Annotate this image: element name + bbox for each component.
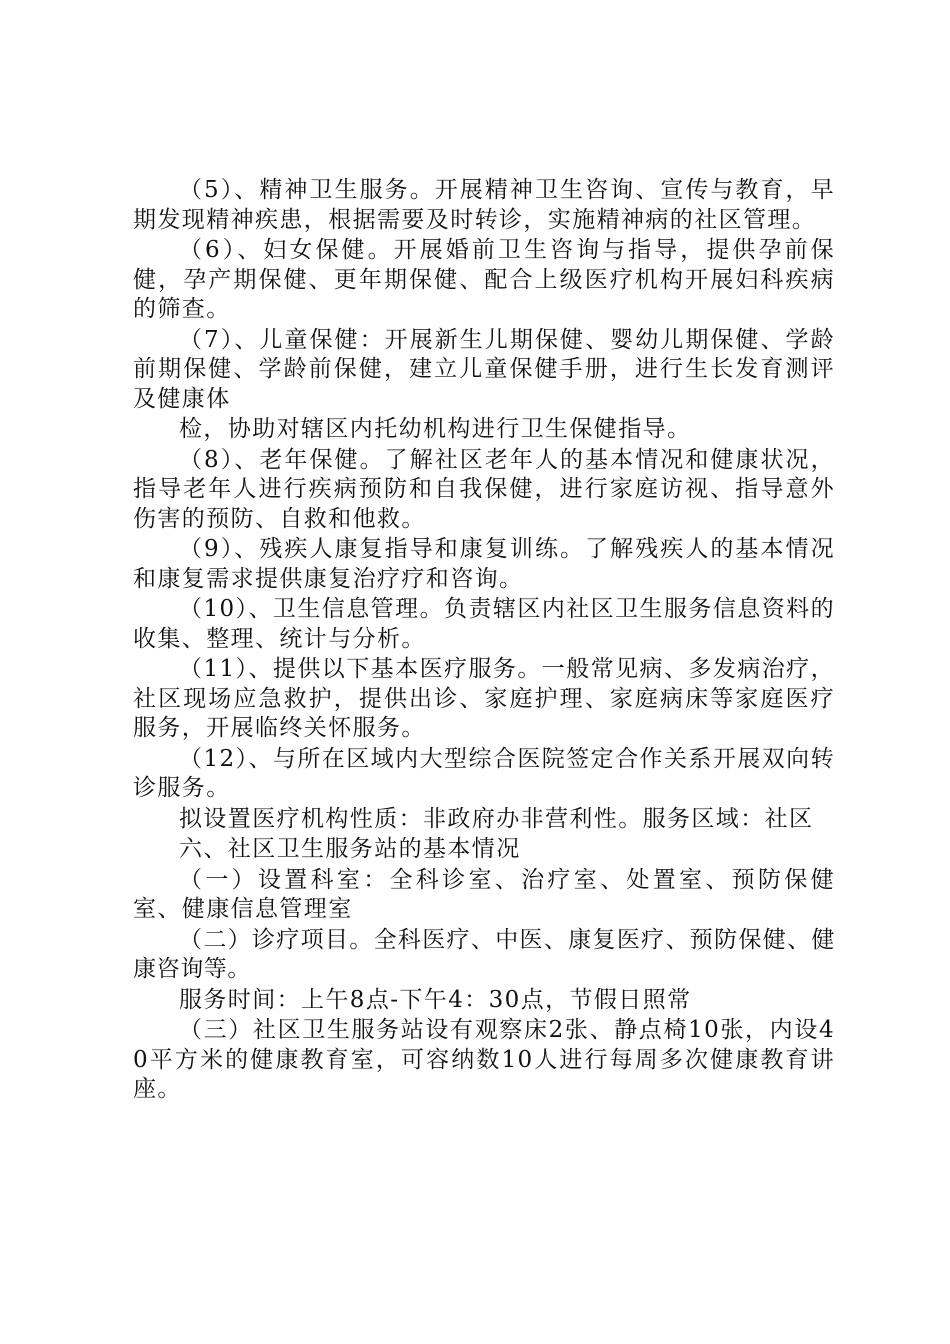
paragraph-departments: （一）设置科室：全科诊室、治疗室、处置室、预防保健室、健康信息管理室 (133, 866, 835, 922)
paragraph-elderly-health: （8）、老年保健。了解社区老年人的基本情况和健康状况，指导老年人进行疾病预防和自我保健，进行家庭访视、指导意外伤害的预防、自救和他救。 (133, 446, 835, 532)
section-heading-basic-situation: 六、社区卫生服务站的基本情况 (179, 836, 521, 862)
paragraph-referral-services: （12）、与所在区域内大型综合医院签定合作关系开展双向转诊服务。 (133, 745, 835, 801)
paragraph-basic-medical-services: （11）、提供以下基本医疗服务。一般常见病、多发病治疗，社区现场应急救护，提供出诊、家庭护理、家庭病床等家庭医疗服务，开展临终关怀服务。 (133, 656, 835, 741)
paragraph-mental-health: （5）、精神卫生服务。开展精神卫生咨询、宣传与教育，早期发现精神疾患，根据需要及时转诊，实施精神病的社区管理。 (133, 177, 835, 233)
paragraph-service-hours: 服务时间：上午8点-下午4：30点，节假日照常 (179, 986, 692, 1013)
paragraph-institution-nature: 拟设置医疗机构性质：非政府办非营利性。服务区域：社区 (179, 805, 814, 832)
document-body (133, 176, 835, 1106)
paragraph-rehabilitation: （9）、残疾人康复指导和康复训练。了解残疾人的基本情况和康复需求提供康复治疗疗和咨询。 (133, 536, 835, 592)
paragraph-child-health-continued: 检，协助对辖区内托幼机构进行卫生保健指导。 (179, 416, 692, 442)
paragraph-treatment-items: （二）诊疗项目。全科医疗、中医、康复医疗、预防保健、健康咨询等。 (133, 926, 835, 982)
paragraph-women-health: （6）、妇女保健。开展婚前卫生咨询与指导，提供孕前保健，孕产期保健、更年期保健、配合上级医疗机构开展妇科疾病的筛查。 (133, 237, 835, 322)
paragraph-health-information: （10）、卫生信息管理。负责辖区内社区卫生服务信息资料的收集、整理、统计与分析。 (133, 596, 835, 652)
paragraph-facilities: （三）社区卫生服务站设有观察床2张、静点椅10张，内设40平方米的健康教育室，可容纳数10人进行每周多次健康教育讲座。 (133, 1017, 835, 1102)
paragraph-child-health: （7）、儿童保健：开展新生儿期保健、婴幼儿期保健、学龄前期保健、学龄前保健，建立儿童保健手册，进行生长发育测评及健康体 (133, 326, 835, 412)
